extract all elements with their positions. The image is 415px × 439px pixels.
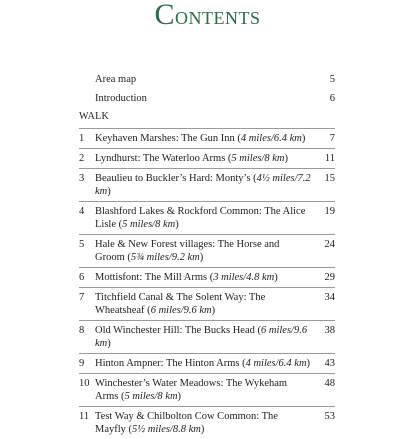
walk-distance: 6 miles/9.6 km <box>95 325 308 349</box>
walk-number: 2 <box>79 153 85 164</box>
walk-distance: 5 miles/8 km <box>124 391 178 402</box>
walk-title <box>95 271 317 284</box>
walk-title-close: ) <box>306 358 311 369</box>
walk-entry[interactable] <box>79 128 335 148</box>
walk-entry[interactable] <box>79 201 335 234</box>
page-title: Contents <box>154 0 261 31</box>
walk-title-close: ) <box>284 153 288 164</box>
walk-title-text: Test Way & Chilbolton Cow Common: The Mayfly ( <box>95 411 278 435</box>
walk-number: 6 <box>79 272 85 283</box>
walk-number: 9 <box>79 358 85 369</box>
walk-title-close: ) <box>274 272 278 283</box>
walk-distance: 4 miles/6.4 km <box>240 133 302 144</box>
walk-entry[interactable] <box>79 148 335 168</box>
walk-title-text: Keyhaven Marshes: The Gun Inn ( <box>95 133 241 144</box>
walk-entry[interactable] <box>79 168 335 201</box>
walk-title-close: ) <box>301 133 306 144</box>
walk-page-number: 15 <box>324 173 335 184</box>
walk-title-text: Blashford Lakes & Rockford Common: The Alice Lisle ( <box>95 206 306 230</box>
walk-page-number: 48 <box>324 378 335 389</box>
walk-title <box>95 238 317 264</box>
walk-page-number: 24 <box>324 239 335 250</box>
walk-heading: WALK <box>79 111 110 122</box>
walk-distance: 5¾ miles/9.2 km <box>130 252 200 263</box>
walk-title-text: Beaulieu to Buckler’s Hard: Monty’s ( <box>95 173 257 184</box>
walk-page-number: 11 <box>324 153 335 164</box>
walk-title-text: Hinton Ampner: The Hinton Arms ( <box>95 358 246 369</box>
walk-title <box>95 291 317 317</box>
walk-title-close: ) <box>177 391 182 402</box>
walk-page-number: 38 <box>324 325 335 336</box>
walk-title-text: Lyndhurst: The Waterloo Arms ( <box>95 153 232 164</box>
walk-title-close: ) <box>211 305 216 316</box>
walk-number: 7 <box>79 292 85 303</box>
walk-title <box>95 132 317 145</box>
walk-distance: 6 miles/9.6 km <box>150 305 212 316</box>
walk-title <box>95 377 317 403</box>
walk-title-text: Old Winchester Hill: The Bucks Head ( <box>95 325 261 336</box>
front-matter-item[interactable] <box>95 70 335 89</box>
walk-page-number: 7 <box>329 133 335 144</box>
walk-number: 10 <box>79 378 90 389</box>
walk-number: 8 <box>79 325 85 336</box>
walk-number: 5 <box>79 239 85 250</box>
walk-page-number: 29 <box>324 272 335 283</box>
walk-title-text: Mottisfont: The Mill Arms ( <box>95 272 214 283</box>
walk-title-close: ) <box>200 424 205 435</box>
walk-distance: 5½ miles/8.8 km <box>132 424 201 435</box>
walk-title <box>95 357 317 370</box>
walk-page-number: 53 <box>324 411 335 422</box>
walk-title-text: Hale & New Forest villages: The Horse and Groom ( <box>95 239 280 263</box>
walk-number: 4 <box>79 206 85 217</box>
front-matter-item[interactable] <box>95 89 335 108</box>
walk-entry[interactable] <box>79 267 335 287</box>
walk-distance: 5 miles/8 km <box>122 219 176 230</box>
walk-entry[interactable] <box>79 287 335 320</box>
walk-title-text: Winchester’s Water Meadows: The Wykeham Arms ( <box>95 378 288 402</box>
walk-entry[interactable] <box>79 406 335 439</box>
walk-entry[interactable] <box>79 234 335 267</box>
front-matter-label: Area map <box>95 74 137 85</box>
walk-entry[interactable] <box>79 373 335 406</box>
walk-page-number: 19 <box>324 206 335 217</box>
walk-list <box>79 128 335 439</box>
walk-title <box>95 410 317 436</box>
walk-number: 11 <box>79 411 90 422</box>
walk-title <box>95 152 317 165</box>
walk-title-close: ) <box>107 186 111 197</box>
walk-page-number: 34 <box>324 292 335 303</box>
walk-entry[interactable] <box>79 320 335 353</box>
walk-number: 1 <box>79 133 85 144</box>
front-matter-page: 5 <box>329 74 335 85</box>
front-matter-page: 6 <box>329 93 335 104</box>
walk-distance: 3 miles/4.8 km <box>213 272 275 283</box>
walk-entry[interactable] <box>79 353 335 373</box>
walk-page-number: 43 <box>324 358 335 369</box>
walk-title-text: Titchfield Canal & The Solent Way: The Wheatsheaf ( <box>95 292 266 316</box>
walk-title-close: ) <box>175 219 179 230</box>
walk-distance: 4 miles/6.4 km <box>245 358 307 369</box>
walk-distance: 5 miles/8 km <box>231 153 285 164</box>
walk-title <box>95 205 317 231</box>
walk-title-close: ) <box>199 252 204 263</box>
front-matter-label: Introduction <box>95 93 147 104</box>
walk-distance: 4½ miles/7.2 km <box>95 173 311 197</box>
walk-title-close: ) <box>107 338 111 349</box>
front-matter-list <box>95 70 335 108</box>
walk-number: 3 <box>79 173 85 184</box>
walk-title <box>95 324 317 350</box>
walk-title <box>95 172 317 198</box>
